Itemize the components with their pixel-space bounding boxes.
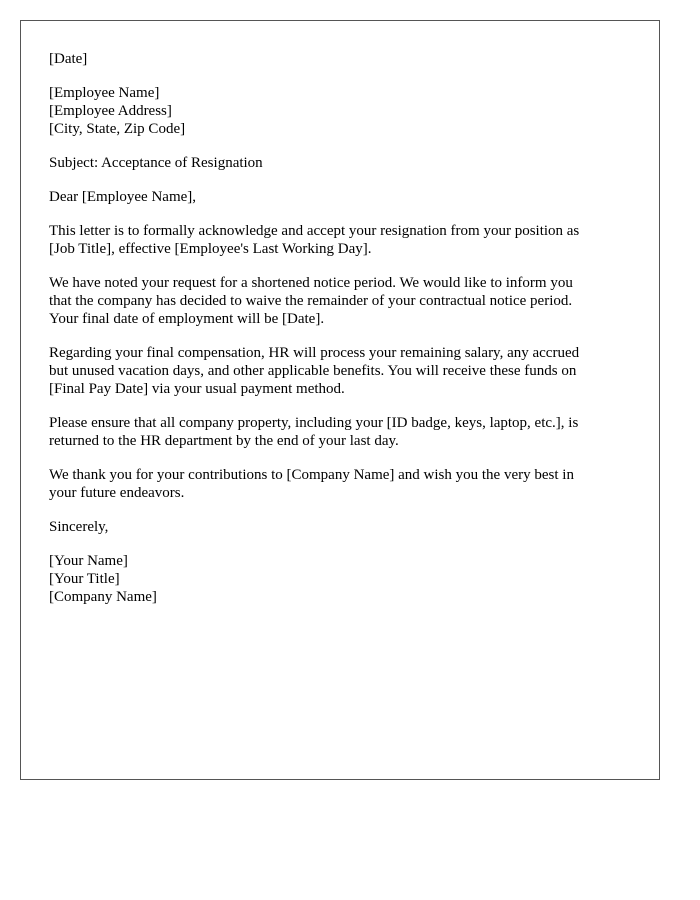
subject-line: Subject: Acceptance of Resignation (49, 155, 263, 171)
signature-block (49, 552, 631, 606)
body-line: [Job Title], effective [Employee's Last Working Day]. (49, 241, 372, 257)
body-line: that the company has decided to waive the remainder of your contractual notice period. (49, 293, 573, 309)
salutation: Dear [Employee Name], (49, 189, 197, 205)
signer-title: [Your Title] (49, 571, 120, 587)
body-line: This letter is to formally acknowledge and accept your resignation from your position as (49, 223, 580, 239)
body-line: Please ensure that all company property, including your [ID badge, keys, laptop, etc.], is (49, 415, 579, 431)
signer-name: [Your Name] (49, 553, 128, 569)
body-paragraph (49, 274, 631, 328)
body-line: We have noted your request for a shortened notice period. We would like to inform you (49, 275, 573, 291)
closing: Sincerely, (49, 519, 109, 535)
body-line: your future endeavors. (49, 485, 185, 501)
body-line: Regarding your final compensation, HR will process your remaining salary, any accrued (49, 345, 580, 361)
recipient-city: [City, State, Zip Code] (49, 121, 186, 137)
body-line: but unused vacation days, and other applicable benefits. You will receive these funds on (49, 363, 577, 379)
body-paragraph (49, 222, 631, 258)
recipient-address: [Employee Address] (49, 103, 172, 119)
body-line: [Final Pay Date] via your usual payment method. (49, 381, 345, 397)
letter-date: [Date] (49, 51, 88, 67)
letter-page (20, 20, 660, 780)
body-paragraph (49, 344, 631, 398)
recipient-name: [Employee Name] (49, 85, 160, 101)
body-paragraph (49, 466, 631, 502)
body-paragraph (49, 414, 631, 450)
body-line: returned to the HR department by the end of your last day. (49, 433, 399, 449)
body-line: Your final date of employment will be [Date]. (49, 311, 325, 327)
signer-company: [Company Name] (49, 589, 157, 605)
body-line: We thank you for your contributions to [Company Name] and wish you the very best in (49, 467, 574, 483)
recipient-block (49, 84, 631, 138)
